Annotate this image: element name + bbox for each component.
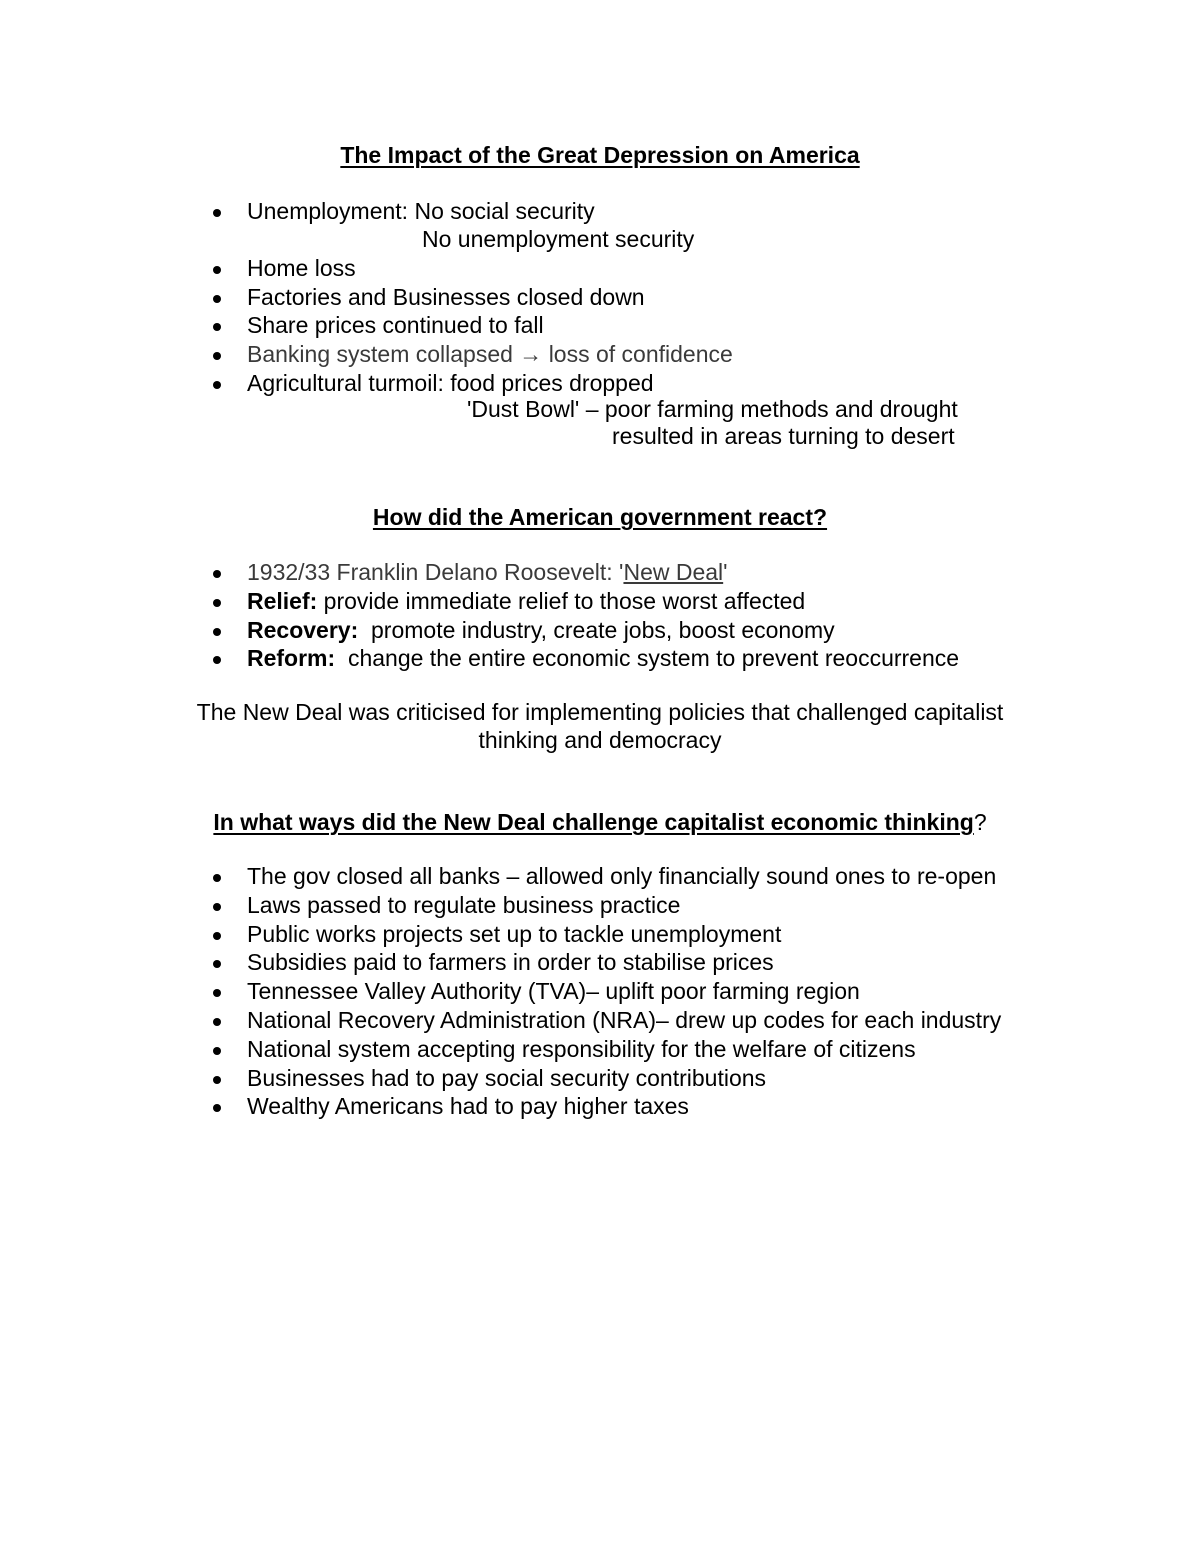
bullet-icon <box>213 1047 221 1055</box>
bullet-icon <box>213 599 221 607</box>
list-item <box>0 340 733 369</box>
fdr-suffix: ' <box>723 559 728 585</box>
dust-bowl-line-1: 'Dust Bowl' – poor farming methods and drought <box>467 396 958 422</box>
bullet-icon <box>213 874 221 882</box>
bullet-icon <box>213 1018 221 1026</box>
list-item <box>0 587 959 616</box>
list-item <box>0 948 1001 977</box>
list-item-text: Businesses had to pay social security contributions <box>247 1064 767 1091</box>
bullet-icon <box>213 1104 221 1112</box>
list-item-text: National Recovery Administration (NRA)– drew up codes for each industry <box>247 1006 1002 1033</box>
section3-title-suffix: ? <box>973 809 987 835</box>
list-item-text: Subsidies paid to farmers in order to stabilise prices <box>247 949 774 976</box>
list-item-text: Agricultural turmoil: food prices dropped <box>247 369 654 396</box>
bullet-icon <box>213 628 221 636</box>
section1-title: The Impact of the Great Depression on America <box>340 142 860 168</box>
fdr-prefix: 1932/33 Franklin Delano Roosevelt: ' <box>247 559 624 585</box>
section3-title <box>0 808 1200 836</box>
list-item <box>0 1006 1001 1035</box>
bullet-icon <box>213 656 221 664</box>
bullet-icon <box>213 960 221 968</box>
challenge-list <box>0 862 1001 1121</box>
list-item <box>0 254 733 283</box>
list-item <box>0 558 959 587</box>
bullet-icon <box>213 295 221 303</box>
recovery-text: promote industry, create jobs, boost economy <box>358 616 835 643</box>
list-item <box>0 644 959 673</box>
criticism-line-2: thinking and democracy <box>478 727 722 753</box>
list-item-text: Banking system collapsed → loss of confidence <box>247 341 733 368</box>
list-item-text: The gov closed all banks – allowed only financially sound ones to re-open <box>247 863 997 889</box>
bullet-icon <box>213 1076 221 1084</box>
list-item <box>0 197 733 226</box>
list-item <box>0 283 733 312</box>
bullet-icon <box>213 989 221 997</box>
reform-label: Reform: <box>247 645 336 672</box>
dust-bowl-line-2: resulted in areas turning to desert <box>612 423 955 449</box>
reform-text: change the entire economic system to prevent reoccurrence <box>335 645 960 672</box>
bullet-icon <box>213 932 221 940</box>
list-item <box>0 920 1001 949</box>
criticism-line-1: The New Deal was criticised for implementing policies that challenged capitalist <box>196 699 1004 725</box>
list-item-text: Factories and Businesses closed down <box>247 283 645 310</box>
list-item <box>0 369 733 398</box>
list-item <box>0 1064 1001 1093</box>
bullet-icon <box>213 352 221 360</box>
section2-title: How did the American government react? <box>372 504 828 530</box>
list-item-text: National system accepting responsibility for the welfare of citizens <box>247 1035 916 1062</box>
unemployment-continuation: No unemployment security <box>422 226 695 252</box>
bullet-icon <box>213 209 221 217</box>
bullet-icon <box>213 381 221 389</box>
list-item-text: Public works projects set up to tackle unemployment <box>247 920 782 947</box>
list-item-text: Unemployment: No social security <box>247 198 595 224</box>
list-item <box>0 1092 1001 1121</box>
bullet-icon <box>213 903 221 911</box>
list-item <box>0 977 1001 1006</box>
list-item <box>0 616 959 645</box>
bullet-icon <box>213 323 221 331</box>
list-item-text: Share prices continued to fall <box>247 312 544 339</box>
list-item-text: Wealthy Americans had to pay higher taxes <box>247 1093 689 1120</box>
reaction-list <box>0 558 959 673</box>
new-deal-link: New Deal <box>623 559 724 585</box>
list-item <box>0 891 1001 920</box>
list-item <box>0 311 733 340</box>
list-item-text: Laws passed to regulate business practice <box>247 891 681 918</box>
bullet-icon <box>213 570 221 578</box>
relief-text: provide immediate relief to those worst affected <box>317 587 806 614</box>
recovery-label: Recovery: <box>247 616 359 643</box>
relief-label: Relief: <box>247 587 318 614</box>
list-item-text: Tennessee Valley Authority (TVA)– uplift poor farming region <box>247 978 860 1005</box>
section3-title-text: In what ways did the New Deal challenge capitalist economic thinking <box>213 809 974 835</box>
list-item-text: Home loss <box>247 254 356 281</box>
list-item <box>0 862 1001 891</box>
bullet-icon <box>213 266 221 274</box>
list-item <box>0 1035 1001 1064</box>
